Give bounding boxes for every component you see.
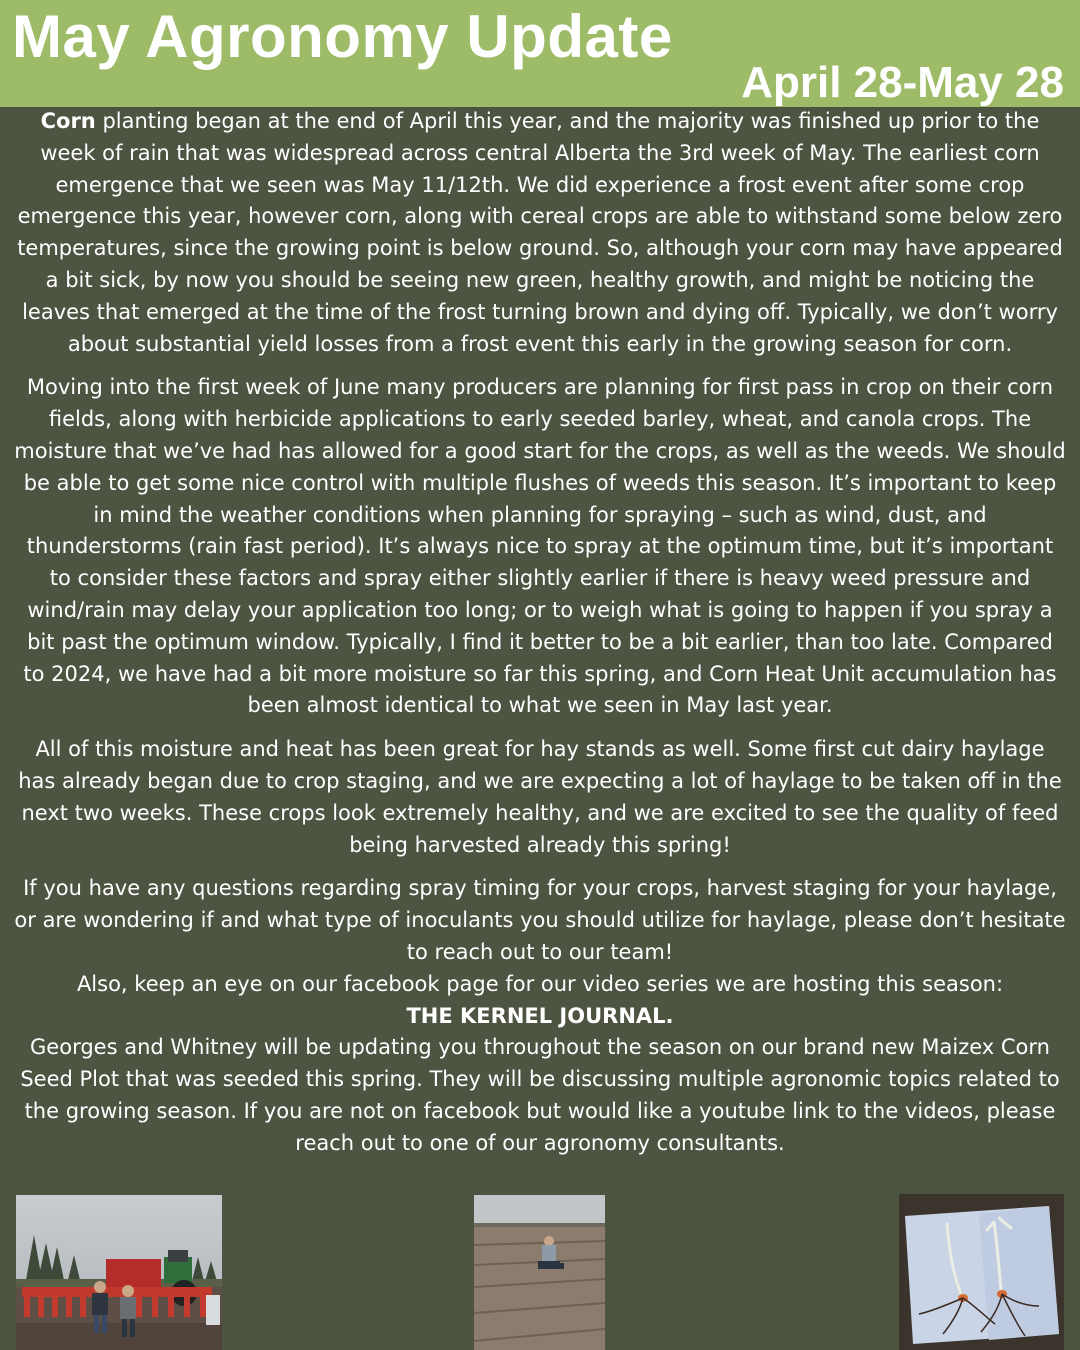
article-body	[14, 106, 1066, 1160]
corn-lead-word: Corn	[40, 109, 96, 133]
paragraph-facebook: Also, keep an eye on our facebook page for our video series we are hosting this season:	[76, 971, 1004, 996]
field-person-photo	[474, 1195, 605, 1350]
paragraph-plot: Georges and Whitney will be updating you throughout the season on our brand new Maizex Corn Seed Plot that was seeded this spring. They will be discussing multiple agronomic topics related to the growing season. If you are not on facebook but would like a youtube link to the videos, please reach out to one of our agronomy consultants.	[20, 1035, 1060, 1155]
header-banner	[0, 0, 1080, 107]
date-range: April 28-May 28	[741, 58, 1064, 107]
seedlings-illustration	[899, 1194, 1064, 1350]
paragraph-hay: All of this moisture and heat has been great for hay stands as well. Some first cut dairy haylage has already began due to crop staging, and we are expecting a lot of haylage to be taken off in the next two weeks. These crops look extremely healthy, and we are excited to see the quality of feed being harvested already this spring!	[18, 737, 1062, 857]
series-title	[14, 1001, 1066, 1033]
paragraph-corn	[14, 106, 1066, 360]
paragraph-corn-text: planting began at the end of April this year, and the majority was finished up prior to the week of rain that was widespread across central Alberta the 3rd week of May. The earliest corn emergence that we seen was May 11/12th. We did experience a frost event after some crop emergence this year, however corn, along with cereal crops are able to withstand some below zero temperatures, since the growing point is below ground. So, although your corn may have appeared a bit sick, by now you should be seeing new green, healthy growth, and might be noticing the leaves that emerged at the time of the frost turning brown and dying off. Typically, we don’t worry about substantial yield losses from a frost event this early in the growing season for corn.	[17, 109, 1063, 356]
paragraph-june: Moving into the first week of June many producers are planning for first pass in crop on their corn fields, along with herbicide applications to early seeded barley, wheat, and canola crops. The moisture that we’ve had has allowed for a good start for the crops, as well as the weeds. We should be able to get some nice control with multiple flushes of weeds this season. It’s important to keep in mind the weather conditions when planning for spraying – such as wind, dust, and thunderstorms (rain fast period). It’s always nice to spray at the optimum time, but it’s important to consider these factors and spray either slightly earlier if there is heavy weed pressure and wind/rain may delay your application too long; or to weigh what is going to happen if you spray a bit past the optimum window. Typically, I find it better to be a bit earlier, than too late. Compared to 2024, we have had a bit more moisture so far this spring, and Corn Heat Unit accumulation has been almost identical to what we seen in May last year.	[14, 375, 1066, 718]
paragraph-questions: If you have any questions regarding spray timing for your crops, harvest staging for your haylage, or are wondering if and what type of inoculants you should utilize for haylage, please don’t hesitate to reach out to our team!	[14, 876, 1066, 964]
page-title: May Agronomy Update	[12, 3, 673, 70]
series-title-text: THE KERNEL JOURNAL.	[406, 1003, 674, 1028]
planter-photo-illustration	[16, 1195, 222, 1350]
seedlings-photo	[899, 1194, 1064, 1350]
field-person-illustration	[474, 1195, 605, 1350]
planter-photo	[16, 1195, 222, 1350]
